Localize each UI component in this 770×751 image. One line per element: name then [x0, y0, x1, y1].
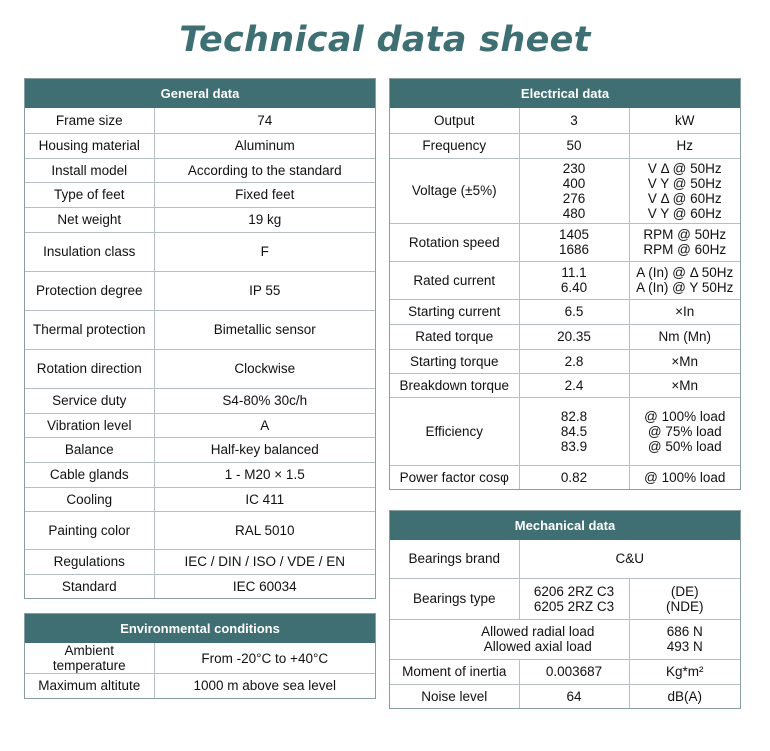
table-row: [390, 659, 740, 684]
table-row: [390, 299, 740, 324]
table-row: [390, 261, 740, 299]
table-row: [390, 373, 740, 397]
starting-current-label: Starting current: [390, 299, 519, 324]
bearings-brand-value: C&U: [519, 540, 740, 578]
rated-current-label: Rated current: [390, 261, 519, 299]
vibration-level-value: A: [154, 413, 375, 437]
cable-glands-label: Cable glands: [25, 462, 154, 487]
breakdown-torque-label: Breakdown torque: [390, 373, 519, 397]
table-row: [390, 578, 740, 619]
table-row: [390, 223, 740, 261]
bearings-type-label: Bearings type: [390, 578, 519, 619]
table-row: [25, 462, 375, 487]
table-row: [25, 574, 375, 598]
table-row: [390, 158, 740, 223]
table-row: [25, 158, 375, 182]
efficiency-value: 82.8 84.5 83.9: [519, 397, 629, 465]
output-label: Output: [390, 108, 519, 133]
general-data-panel: [24, 78, 376, 599]
protection-degree-value: IP 55: [154, 271, 375, 310]
maximum-altitute-label: Maximum altitute: [25, 674, 154, 698]
mechanical-data-table: [390, 540, 740, 708]
service-duty-value: S4-80% 30c/h: [154, 388, 375, 413]
breakdown-torque-unit: ×Mn: [629, 373, 740, 397]
table-row: [25, 349, 375, 388]
table-row: [25, 182, 375, 207]
frequency-value: 50: [519, 133, 629, 158]
rated-current-unit: A (In) @ Δ 50Hz A (In) @ Y 50Hz: [629, 261, 740, 299]
starting-torque-value: 2.8: [519, 349, 629, 373]
table-row: [25, 511, 375, 549]
voltage-5-value: 230 400 276 480: [519, 158, 629, 223]
standard-label: Standard: [25, 574, 154, 598]
bearings-brand-label: Bearings brand: [390, 540, 519, 578]
service-duty-label: Service duty: [25, 388, 154, 413]
output-unit: kW: [629, 108, 740, 133]
environmental-table: [25, 643, 375, 698]
regulations-value: IEC / DIN / ISO / VDE / EN: [154, 549, 375, 574]
painting-color-value: RAL 5010: [154, 511, 375, 549]
cable-glands-value: 1 - M20 × 1.5: [154, 462, 375, 487]
noise-level-value: 64: [519, 684, 629, 708]
efficiency-label: Efficiency: [390, 397, 519, 465]
frame-size-value: 74: [154, 108, 375, 133]
table-row: [390, 619, 740, 659]
output-value: 3: [519, 108, 629, 133]
page-title: Technical data sheet: [179, 20, 591, 60]
table-row: [390, 108, 740, 133]
cooling-label: Cooling: [25, 487, 154, 511]
type-of-feet-value: Fixed feet: [154, 182, 375, 207]
electrical-data-header: Electrical data: [390, 79, 740, 108]
frequency-unit: Hz: [629, 133, 740, 158]
ambient-temperature-label: Ambient temperature: [25, 643, 154, 674]
noise-level-label: Noise level: [390, 684, 519, 708]
power-factor-cos-value: 0.82: [519, 465, 629, 489]
table-row: [390, 349, 740, 373]
rated-torque-label: Rated torque: [390, 324, 519, 349]
starting-torque-label: Starting torque: [390, 349, 519, 373]
table-row: [25, 388, 375, 413]
regulations-label: Regulations: [25, 549, 154, 574]
table-row: [390, 684, 740, 708]
table-row: [390, 540, 740, 578]
mechanical-data-header: Mechanical data: [390, 511, 740, 540]
rotation-speed-unit: RPM @ 50Hz RPM @ 60Hz: [629, 223, 740, 261]
rotation-speed-value: 1405 1686: [519, 223, 629, 261]
electrical-data-panel: [389, 78, 741, 490]
net-weight-label: Net weight: [25, 207, 154, 232]
efficiency-unit: @ 100% load @ 75% load @ 50% load: [629, 397, 740, 465]
table-row: [390, 133, 740, 158]
balance-label: Balance: [25, 437, 154, 462]
insulation-class-label: Insulation class: [25, 232, 154, 271]
voltage-5-label: Voltage (±5%): [390, 158, 519, 223]
rotation-direction-label: Rotation direction: [25, 349, 154, 388]
balance-value: Half-key balanced: [154, 437, 375, 462]
ambient-temperature-value: From -20°C to +40°C: [154, 643, 375, 674]
electrical-data-table: [390, 108, 740, 489]
table-row: [25, 674, 375, 698]
table-row: [390, 324, 740, 349]
rated-torque-value: 20.35: [519, 324, 629, 349]
type-of-feet-label: Type of feet: [25, 182, 154, 207]
moment-of-inertia-value: 0.003687: [519, 659, 629, 684]
moment-of-inertia-unit: Kg*m²: [629, 659, 740, 684]
vibration-level-label: Vibration level: [25, 413, 154, 437]
power-factor-cos-label: Power factor cosφ: [390, 465, 519, 489]
rated-current-value: 11.1 6.40: [519, 261, 629, 299]
standard-value: IEC 60034: [154, 574, 375, 598]
noise-level-unit: dB(A): [629, 684, 740, 708]
insulation-class-value: F: [154, 232, 375, 271]
table-row: [390, 397, 740, 465]
install-model-value: According to the standard: [154, 158, 375, 182]
general-data-table: [25, 108, 375, 598]
table-row: [25, 232, 375, 271]
table-row: [25, 549, 375, 574]
starting-current-unit: ×In: [629, 299, 740, 324]
cooling-value: IC 411: [154, 487, 375, 511]
install-model-label: Install model: [25, 158, 154, 182]
housing-material-value: Aluminum: [154, 133, 375, 158]
voltage-5-unit: V Δ @ 50Hz V Y @ 50Hz V Δ @ 60Hz V Y @ 60Hz: [629, 158, 740, 223]
breakdown-torque-value: 2.4: [519, 373, 629, 397]
protection-degree-label: Protection degree: [25, 271, 154, 310]
rotation-speed-label: Rotation speed: [390, 223, 519, 261]
table-row: [25, 643, 375, 674]
frame-size-label: Frame size: [25, 108, 154, 133]
rotation-direction-value: Clockwise: [154, 349, 375, 388]
environmental-header: Environmental conditions: [25, 614, 375, 643]
starting-torque-unit: ×Mn: [629, 349, 740, 373]
mechanical-data-panel: [389, 510, 741, 709]
table-row: [390, 465, 740, 489]
table-row: [25, 437, 375, 462]
table-row: [25, 108, 375, 133]
table-row: [25, 133, 375, 158]
starting-current-value: 6.5: [519, 299, 629, 324]
table-row: [25, 271, 375, 310]
table-row: [25, 310, 375, 349]
moment-of-inertia-label: Moment of inertia: [390, 659, 519, 684]
allowed-load-labels: Allowed radial load Allowed axial load: [390, 619, 629, 659]
power-factor-cos-unit: @ 100% load: [629, 465, 740, 489]
bearings-type-value: 6206 2RZ C3 6205 2RZ C3: [519, 578, 629, 619]
thermal-protection-label: Thermal protection: [25, 310, 154, 349]
environmental-panel: [24, 613, 376, 699]
bearings-type-unit: (DE) (NDE): [629, 578, 740, 619]
table-row: [25, 207, 375, 232]
table-row: [25, 413, 375, 437]
general-data-header: General data: [25, 79, 375, 108]
housing-material-label: Housing material: [25, 133, 154, 158]
maximum-altitute-value: 1000 m above sea level: [154, 674, 375, 698]
table-row: [25, 487, 375, 511]
net-weight-value: 19 kg: [154, 207, 375, 232]
frequency-label: Frequency: [390, 133, 519, 158]
allowed-load-values: 686 N 493 N: [629, 619, 740, 659]
rated-torque-unit: Nm (Mn): [629, 324, 740, 349]
painting-color-label: Painting color: [25, 511, 154, 549]
thermal-protection-value: Bimetallic sensor: [154, 310, 375, 349]
